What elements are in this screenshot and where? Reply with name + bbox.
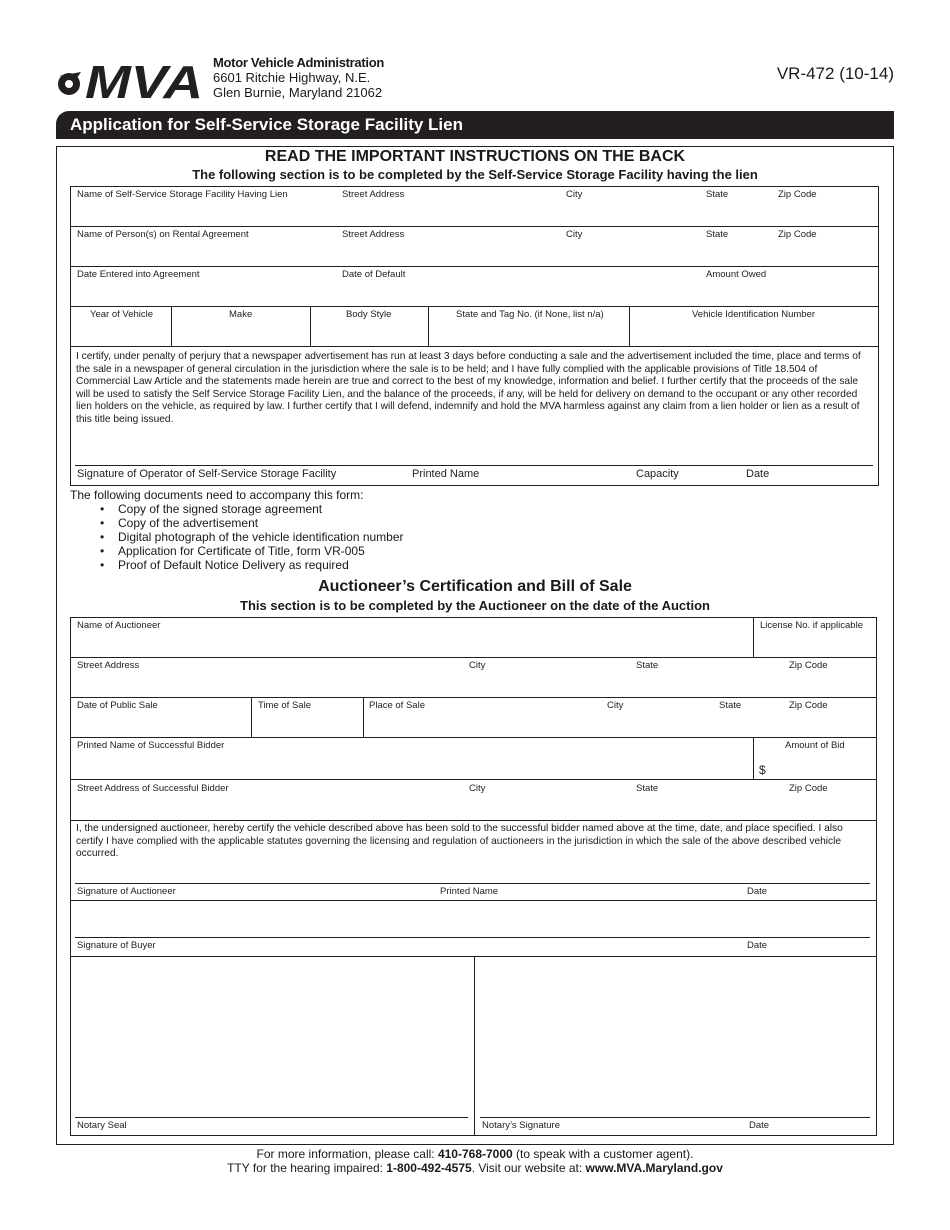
notary-seal-label[interactable]: Notary Seal [77,1120,127,1131]
facility-certification-text: I certify, under penalty of perjury that a newspaper advertisement has run at least 3 days before conducting a sale and the advertisement included the time, place and terms of the sale in a newspaper of general circulation in the jurisdiction where the sale is to be held; and I have fully complied with the applicable provisions of Title 18.504 of Commercial Law Article and the statements made herein are true and correct to the best of my knowledge, information and belief. I further certify that the proceeds of the sale will be used to satisfy the Self Service Storage Facility Lien, and the balance of the proceeds, if any, will be held for delivery on demand to the occupant or any other recorded lien holders on the vehicle, as required by law. I further certify that I will defend, indemnify and hold the MVA harmless against any claim from a lien holder or lien as a result of this title being issued. [76,351,861,425]
list-item: • Digital photograph of the vehicle identification number [100,530,404,544]
footer-website-text: . Visit our website at: [471,1161,586,1175]
sale-time-label[interactable]: Time of Sale [258,700,311,711]
bidder-state-label[interactable]: State [636,783,659,794]
auctioneer-city-label[interactable]: City [469,660,486,671]
renter-street-label[interactable]: Street Address [342,229,405,240]
facility-city-label[interactable]: City [566,189,583,200]
auctioneer-signature-label[interactable]: Signature of Auctioneer [77,886,176,897]
buyer-signature-label[interactable]: Signature of Buyer [77,940,156,951]
notary-signature-label[interactable]: Notary’s Signature [482,1120,560,1131]
footer-agent-text: (to speak with a customer agent). [512,1147,694,1161]
facility-state-label[interactable]: State [706,189,729,200]
website-link[interactable]: www.MVA.Maryland.gov [585,1161,723,1175]
facility-name-label: Name of Self-Service Storage Facility Having Lien [77,189,288,200]
bid-amount-label[interactable]: Amount of Bid [785,740,845,751]
agreement-date-label[interactable]: Date Entered into Agreement [77,269,200,280]
default-date-label[interactable]: Date of Default [342,269,406,280]
form-number: VR-472 (10-14) [776,64,894,83]
agency-name: Motor Vehicle Administration [213,55,384,70]
footer-line1 [0,1147,950,1161]
list-item: • Application for Certificate of Title, form VR-005 [100,544,404,558]
sale-city-label[interactable]: City [607,700,624,711]
footer-line2 [0,1161,950,1175]
renter-city-label[interactable]: City [566,229,583,240]
footer-call-text: For more information, please call: [256,1147,438,1161]
bidder-city-label[interactable]: City [469,783,486,794]
sale-date-label[interactable]: Date of Public Sale [77,700,158,711]
buyer-date-label[interactable]: Date [747,940,768,951]
facility-zip-label[interactable]: Zip Code [778,189,817,200]
agency-address [213,55,384,100]
footer-tty-text: TTY for the hearing impaired: [227,1161,387,1175]
agency-address-line1: 6601 Ritchie Highway, N.E. [213,70,371,85]
vin-label[interactable]: Vehicle Identification Number [692,309,816,320]
mva-logo [55,54,205,102]
auctioneer-name-label[interactable]: Name of Auctioneer [77,620,161,631]
auctioneer-certification-text: I, the undersigned auctioneer, hereby certify the vehicle described above has been sold to the successful bidder named above at the time, date, and place specified. I also certify I have complied with the applicable statutes governing the licensing and regulation of auctioneers in the jurisdiction in which the sale of the above described vehicle occurred. [76,823,843,860]
list-item: • Copy of the signed storage agreement [100,502,404,516]
list-item: • Copy of the advertisement [100,516,404,530]
bidder-street-label[interactable]: Street Address of Successful Bidder [77,783,229,794]
phone-number: 410-768-7000 [437,1147,513,1161]
sale-state-label[interactable]: State [719,700,742,711]
body-style-label[interactable]: Body Style [346,309,392,320]
operator-printed-name-label[interactable]: Printed Name [412,468,480,480]
vehicle-year-label[interactable]: Year of Vehicle [90,309,154,320]
bidder-zip-label[interactable]: Zip Code [789,783,828,794]
bidder-name-label[interactable]: Printed Name of Successful Bidder [77,740,225,751]
auctioneer-state-label[interactable]: State [636,660,659,671]
documents-list [100,502,404,572]
dollar-sign: $ [759,763,766,777]
agency-address-line2: Glen Burnie, Maryland 21062 [213,85,383,100]
footer [0,1147,950,1175]
auctioneer-street-label[interactable]: Street Address [77,660,140,671]
form-title: Application for Self-Service Storage Facility Lien [56,111,894,139]
renter-state-label[interactable]: State [706,229,729,240]
notary-date-label[interactable]: Date [749,1120,770,1131]
sale-zip-label[interactable]: Zip Code [789,700,828,711]
svg-text:MVA: MVA [85,56,203,102]
required-documents [70,488,404,572]
amount-owed-label[interactable]: Amount Owed [706,269,767,280]
vehicle-make-label[interactable]: Make [229,309,253,320]
auctioneer-zip-label[interactable]: Zip Code [789,660,828,671]
tty-number: 1-800-492-4575 [386,1161,472,1175]
facility-street-label[interactable]: Street Address [342,189,405,200]
list-item: • Proof of Default Notice Delivery as required [100,558,404,572]
tag-number-label[interactable]: State and Tag No. (if None, list n/a) [456,309,604,320]
auctioneer-heading: Auctioneer’s Certification and Bill of Sale [318,578,632,595]
section1-subheading: The following section is to be completed by the Self-Service Storage Facility having the lien [192,167,758,182]
operator-capacity-label[interactable]: Capacity [636,468,679,480]
auctioneer-date-label[interactable]: Date [747,886,768,897]
renter-name-label[interactable]: Name of Person(s) on Rental Agreement [77,229,249,240]
section2-subheading: This section is to be completed by the Auctioneer on the date of the Auction [240,598,710,613]
sale-place-label[interactable]: Place of Sale [369,700,425,711]
documents-intro: The following documents need to accompany this form: [70,488,364,502]
license-number-label[interactable]: License No. if applicable [760,620,863,631]
operator-signature-label[interactable]: Signature of Operator of Self-Service Storage Facility [77,468,337,480]
operator-date-label[interactable]: Date [746,468,770,480]
auctioneer-printed-name-label[interactable]: Printed Name [440,886,499,897]
renter-zip-label[interactable]: Zip Code [778,229,817,240]
instructions-heading: READ THE IMPORTANT INSTRUCTIONS ON THE BACK [264,148,686,165]
